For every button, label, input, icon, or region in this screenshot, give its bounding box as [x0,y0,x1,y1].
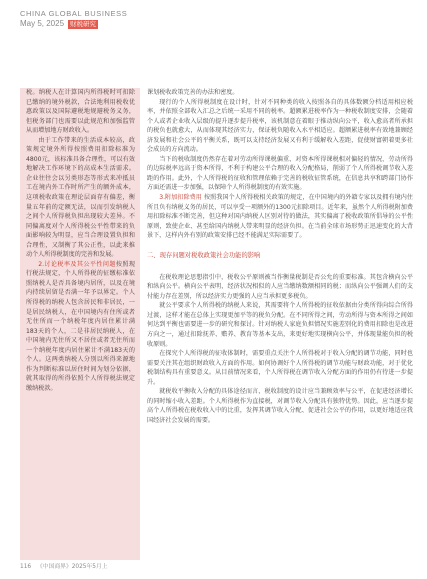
subsection-heading: 2.讨论税率及其公平性问题 [38,260,116,268]
journal-header [20,9,127,29]
body-paragraph: 课划税收政策完善的办法和密度。 [147,89,239,96]
body-paragraph: 就公平要求个人所得税的纳税人来说，其需要将个人所得税的征收依据由分类所得向综合所得过渡，这样才能在总体上实现更加平等的税负分配。在不同所得之间，劳动所得与资本所得之间如何达到平衡也需要进一步的研究和探讨。针对纳税人家庭负担情况实施差别化的费用扣除也是改进方向之一，通过扣除抚养、赡养、教育等基本支出，来更好地实现横向公平，并体现量能负担的税收原则。 [147,302,413,348]
section-tag: 财税研究 [70,19,97,28]
body-paragraph: 在税收理论思想指引中，税收公平原则被当作衡量税制是否公允的重要标准。其包含横向公平和纵向公平。横向公平表明，经济状况相似的人应当缴纳数额相同的税；而纵向公平强调人们的支付能力存在差别，所以经济实力更强的人应当承担更多税负。 [147,273,413,300]
journal-name: CHINA GLOBAL BUSINESS [20,9,128,18]
section-heading: 二、现存问题对税收政策社会功能的影响 [147,251,261,259]
right-column [147,88,413,426]
left-column-shaded [20,88,140,560]
body-paragraph-text: 按照我国个人所得税相关政策的规定，在中国境内的外籍专家以及拥有境内住所且负有纳税义务的居民，可以享受一项额外的1300元扣除项目。近年来，虽然个人所得税附加费用扣除标准不断完善，但这种对国内纳税人区别对待的做法，其实偏离了税收政策所倡导的公平性原则，致使企业、甚至给国内纳税人带来明显的经济负担。在当前全球市场形势正迅速变化的大背景下，这样内外有别的政策安排已经不能满足实际需要了。 [147,194,413,240]
body-paragraph: 现行的个人所得税制度在设计时，针对不同种类的收入按照各自的具体数额分档适用相应税率，并依照全部收入汇总之后统一采用不同的税率。超额累进税率作为一种税收制度安排，会随着个人或者企业收入层级的提升逐步提升税率，该机制意在着眼于推动纵向公平，收入愈高者所承担的税负也就愈大，从而体现其经济实力，保证税负随收入水平相适应。超额累进税率有效地兼顾经济发展和社会公平的平衡关系，既可以支持经济发展又有利于缓解收入差距，促使财富朝着更多社会成员的方向流动。 [147,98,413,154]
sidebar-paragraph-text: 按照现行税法规定，个人所得税的征缴标准依照纳税人是否具备境内居所，以及在境内持续居留是否满一年予以界定。个人所得税的纳税人包含居民和非居民，一是居民纳税人，在中国境内有住所或者无住所而一个纳税年度内居住累计满183天的个人，二是非居民纳税人，在中国境内无住所又不居住或者无住所而一个纳税年度内居住累计不满183天的个人。这两类纳税人分别以所得来源地作为判断标准以居住时间为划分依据，就其取得的所得依照个人所得税法规定缴纳税款。 [26,260,135,392]
body-paragraph: 当下的税收制度仍然存在着对劳动所得课税偏重、对资本所得课税相对偏轻的情况，劳动所得的边际税率远高于资本所得，不利于构建公平合理的收入分配格局，削弱了个人所得税调节收入差距的作用。此外，个人所得税的征收和管理依赖于完善的税收征管系统，在信息共享和跨部门协作方面还需进一步加强，以保障个人所得税制度的有效实施。 [147,155,413,192]
body-paragraph [147,193,413,241]
journal-citation: 《中国商界》2025年5月上 [36,564,108,570]
issue-line [20,19,127,29]
body-paragraph: 在探究个人所得税的征收体制时，需要重点关注个人所得税对于收入分配的调节功能，同时也需要关注其在组织财政收入方面的作用。如何协调好个人所得税的调节功能与财政功能，对于优化税制结构具有重要意义。从目前情况来看，个人所得税在调节收入分配方面的作用仍有待进一步提升。 [147,350,413,386]
issue-date: May 5, 2025 [20,19,65,28]
sidebar-paragraph [26,260,135,394]
subsection-heading: 3.附加扣除费用 [159,194,204,202]
sidebar-paragraph: 税。纳税人在计算国内所得税时可扣除已缴纳的境外税款，合法地利用税收优惠政策以及国际避税地规避税务义务，但税务部门也需要以此规范和加强监管从而增加地方财政收入。 [26,89,135,135]
sidebar-paragraph: 由于工作带来的生活成本较高，政策规定境外所得按照费用扣除标准为4800元，该标准具备合理性，可以有效地解决工作环境下的高成本生活需求。企业往往会以另类形态等形式来冲抵员工在境内外工作时所产生的额外成本，这项税收政策在理论层面存有偏差，衡量五年前的定额无法，以而引发纳税人之间个人所得税负担出现较大差异。不同偏离度对个人所得税公平性带来的负面影响较为明显，应当合理设置负担和合理性，又制衡了其公正性，以此来推动个人所得税制度的完善和发展。 [26,136,135,259]
page-footer [20,563,108,571]
body-paragraph: 就税收平衡收入分配的具体途径而言，税收制度的设计应当兼顾效率与公平，在促进经济增长的同时缩小收入差距。个人所得税作为直接税，对调节收入分配具有独特优势。因此，应当逐步提高个人所得税在税收收入中的比重，发挥其调节收入分配、促进社会公平的作用，以更好地适应我国经济社会发展的需要。 [147,388,413,424]
spacer [147,241,413,247]
page-number: 116 [20,564,32,570]
